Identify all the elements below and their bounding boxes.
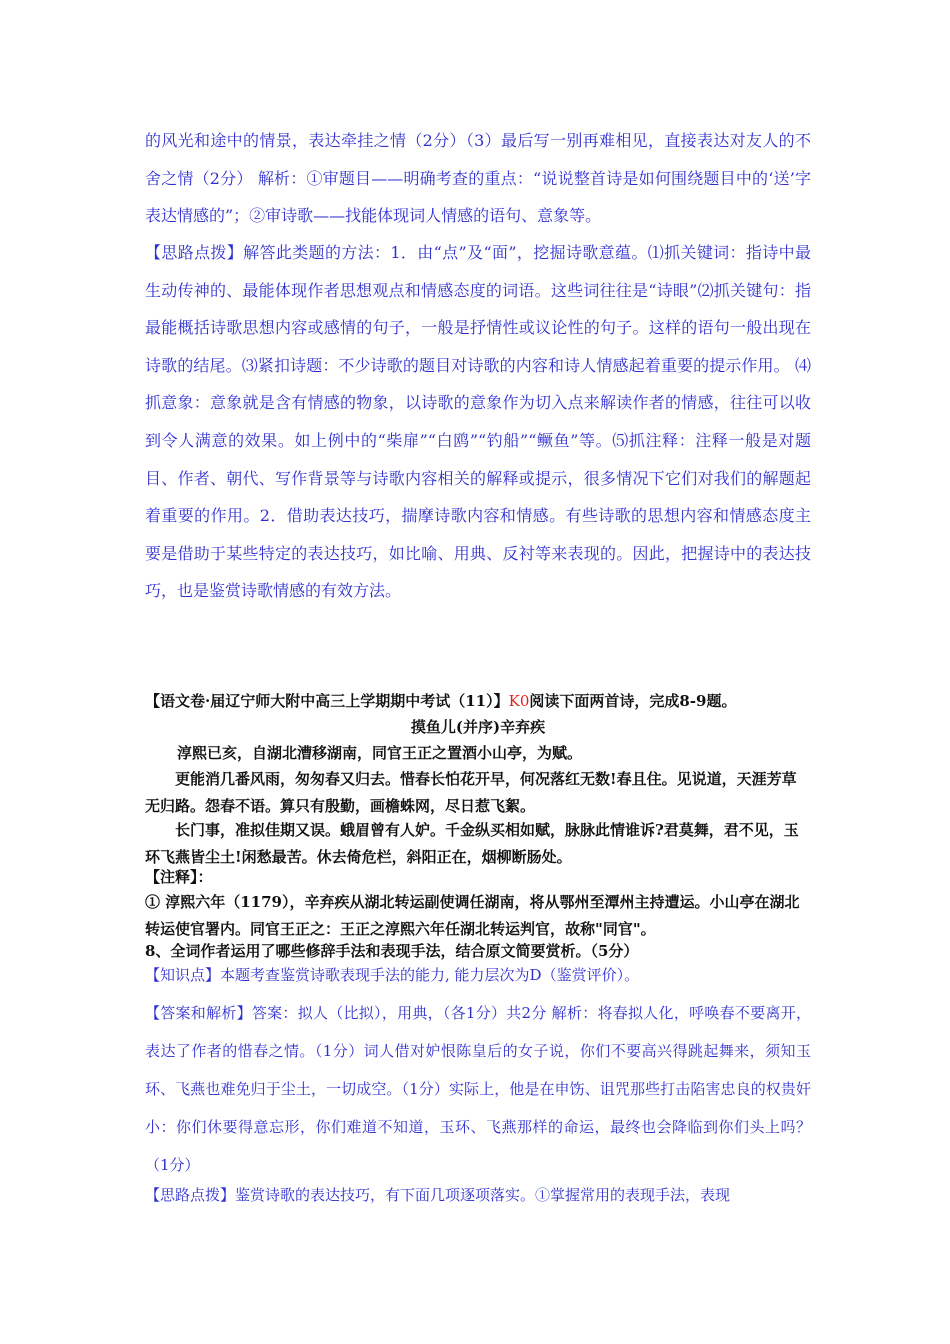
answer-paragraph-1: 的风光和途中的情景，表达牵挂之情（2分）（3）最后写一别再难相见，直接表达对友人的不舍之情（2分） 解析：①审题目——明确考查的重点：“说说整首诗是如何围绕题目中的‘送’字表达情感的”；②审诗歌——找能体现词人情感的语句、意象等。 (145, 131, 811, 226)
tips-text: 解答此类题的方法：1．由“点”及“面”，挖掘诗歌意蕴。⑴抓关键词：指诗中最生动传神的、最能体现作者思想观点和情感态度的词语。这些词往往是“诗眼”⑵抓关键句：指最能概括诗歌思想内容或感情的句子，一般是抒情性或议论性的句子。这样的语句一般出现在诗歌的结尾。⑶紧扣诗题：不少诗歌的题目对诗歌的内容和诗人情感起着重要的提示作用。 ⑷抓意象：意象就是含有情感的物象，以诗歌的意象作为切入点来解读作者的情感，往往可以收到令人满意的效果。如上例中的“柴扉”“白鸥”“钓船”“鳜鱼”等。⑸抓注释：注释一般是对题目、作者、朝代、写作背景等与诗歌内容相关的解释或提示，很多情况下它们对我们的解题起着重要的作用。2．借助表达技巧，揣摩诗歌内容和情感。有些诗歌的思想内容和情感态度主要是借助于某些特定的表达技巧，如比喻、用典、反衬等来表现的。因此，把握诗中的表达技巧，也是鉴赏诗歌情感的有效方法。 (145, 243, 811, 601)
note-1: ① 淳熙六年（1179），辛弃疾从湖北转运副使调任湖南，将从鄂州至潭州主持遭运。小山亭在湖北转运使官署内。同官王正之：王正之淳熙六年任湖北转运判官，故称"同官"。 (145, 893, 800, 938)
question-instruction: 阅读下面两首诗，完成8-9题。 (529, 692, 737, 710)
notes-label: 【注释】： (145, 868, 213, 886)
poem-preface: 淳熙已亥，自湖北漕移湖南，同官王正之置酒小山亭，为赋。 (177, 744, 583, 762)
answer-analysis: 【答案和解析】答案：拟人（比拟），用典，（各1分）共2分 解析：将春拟人化，呼唤春不要离开，表达了作者的惜春之情。（1分）词人借对妒恨陈皇后的女子说，你们不要高兴得跳起舞来，须知玉环、飞燕也难免归于尘土，一切成空。（1分）实际上，他是在申饬、诅咒那些打击陷害忠良的权贵奸小：你们休要得意忘形，你们难道不知道，玉环、飞燕那样的命运，最终也会降临到你们头上吗？（1分） (145, 1004, 811, 1174)
poem-title: 摸鱼儿(并序)辛弃疾 (410, 718, 546, 736)
question-header (145, 688, 811, 715)
poem-stanza-1: 更能消几番风雨，匆匆春又归去。惜春长怕花开早，何况落红无数!春且住。见说道，天涯芳草无归路。怨春不语。算只有殷勤，画檐蛛网，尽日惹飞絮。 (145, 770, 797, 815)
knowledge-point: 【知识点】本题考查鉴赏诗歌表现手法的能力, 能力层次为D（鉴赏评价）。 (145, 966, 640, 984)
question-code: K0 (508, 692, 530, 710)
question-8: 8、全词作者运用了哪些修辞手法和表现手法，结合原文简要赏析。（5分） (145, 942, 639, 960)
tips-label: 【思路点拨】 (145, 243, 244, 262)
poem-stanza-2: 长门事，准拟佳期又误。蛾眉曾有人妒。千金纵买相如赋，脉脉此情谁诉?君莫舞，君不见，玉环飞燕皆尘土!闲愁最苦。休去倚危栏，斜阳正在，烟柳断肠处。 (145, 821, 799, 866)
tips-paragraph-1 (145, 234, 811, 610)
tips-paragraph-2: 【思路点拨】鉴赏诗歌的表达技巧，有下面几项逐项落实。①掌握常用的表现手法，表现 (145, 1186, 731, 1204)
exam-source: 【语文卷·届辽宁师大附中高三上学期期中考试（11）】 (145, 692, 509, 710)
